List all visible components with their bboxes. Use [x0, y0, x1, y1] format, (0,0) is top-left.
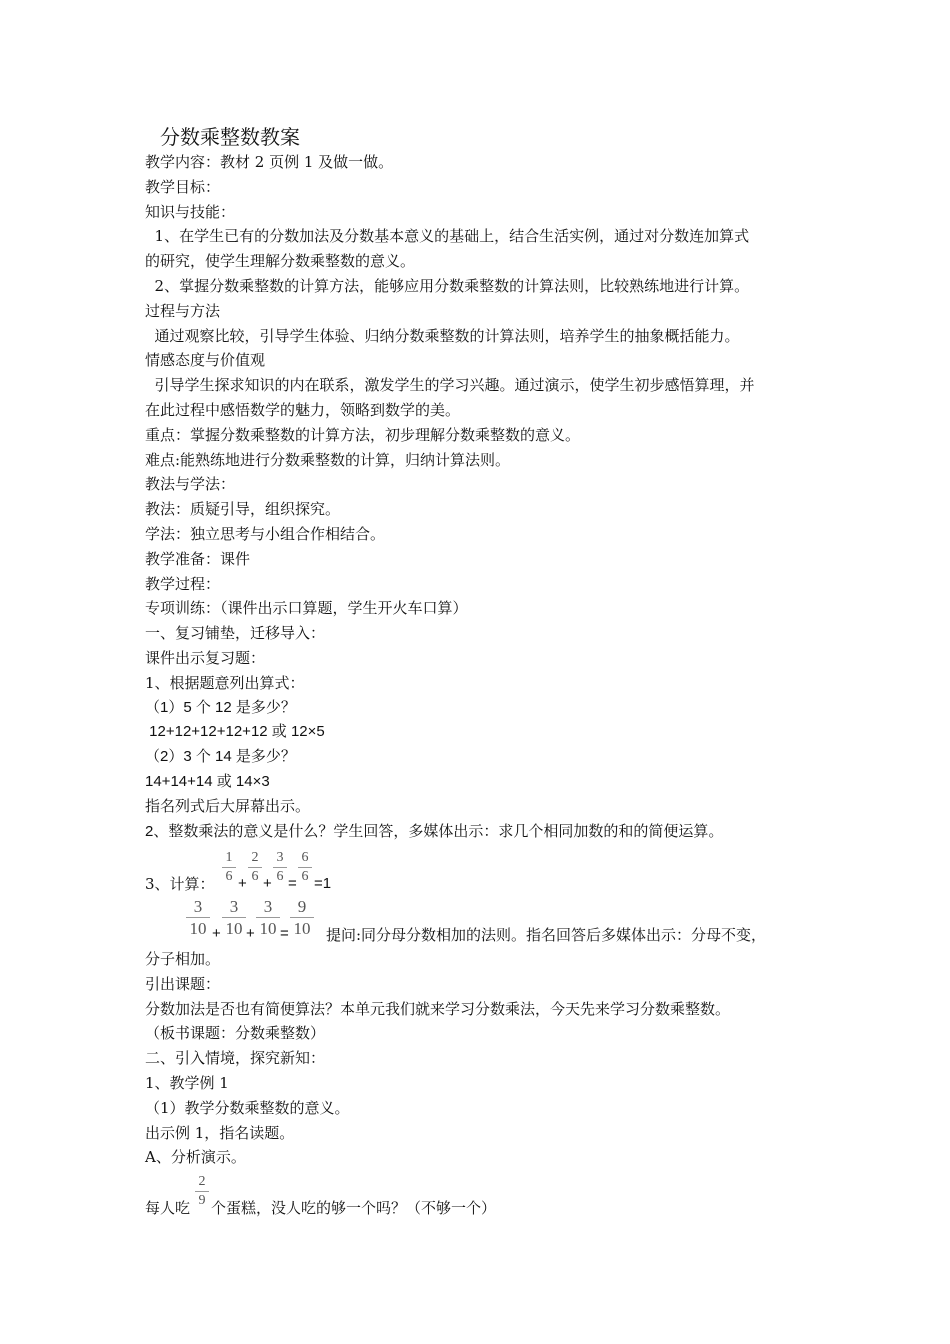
- text-line: 12+12+12+12+12 或 12×5: [145, 723, 325, 741]
- text-line: 出示例 1，指名读题。: [145, 1123, 295, 1142]
- sentence-prefix: 每人吃: [145, 1199, 191, 1217]
- text-line: 引出课题：: [145, 974, 221, 993]
- plus-operator: +: [263, 875, 272, 892]
- fraction: 3 10: [222, 897, 246, 938]
- text-line: 情感态度与价值观: [145, 351, 266, 370]
- sentence-suffix: 个蛋糕，没人吃的够一个吗？（不够一个）: [211, 1199, 497, 1217]
- fraction: 6 6: [298, 850, 312, 885]
- text-line: （板书课题：分数乘整数）: [145, 1024, 326, 1043]
- text-line: 一、复习铺垫，迁移导入：: [145, 624, 326, 643]
- text-line: 学法：独立思考与小组合作相结合。: [145, 525, 386, 543]
- text-line: 教法与学法：: [145, 475, 236, 494]
- text-line: 通过观察比较，引导学生体验、归纳分数乘整数的计算法则，培养学生的抽象概括能力。: [145, 326, 740, 345]
- fraction: 3 10: [256, 897, 280, 938]
- text-line: （1）教学分数乘整数的意义。: [145, 1098, 350, 1117]
- plus-operator: +: [246, 925, 255, 942]
- fraction: 2 9: [195, 1174, 209, 1209]
- fraction: 9 10: [290, 897, 314, 938]
- text-line: 难点:能熟练地进行分数乘整数的计算，归纳计算法则。: [145, 450, 511, 469]
- equals-operator: =: [288, 875, 297, 892]
- text-line: 教法：质疑引导，组织探究。: [145, 500, 341, 519]
- text-line: （1）5 个 12 是多少？: [145, 698, 296, 716]
- result: =1: [314, 875, 332, 892]
- calc-label: 3、计算：: [145, 875, 215, 893]
- document-title: 分数乘整数教案: [160, 125, 300, 149]
- text-line: 二、引入情境，探究新知：: [145, 1049, 326, 1068]
- text-line: 的研究，使学生理解分数乘整数的意义。: [145, 252, 416, 271]
- text-line: 分数加法是否也有简便算法？本单元我们就来学习分数乘法，今天先来学习分数乘整数。: [145, 999, 731, 1018]
- equals-operator: =: [280, 925, 289, 942]
- text-line: 教学过程：: [145, 574, 221, 593]
- text-line: 引导学生探求知识的内在联系，激发学生的学习兴趣。通过演示，使学生初步感悟算理，并: [145, 376, 755, 395]
- text-line: 课件出示复习题：: [145, 649, 266, 667]
- text-line: （2）3 个 14 是多少？: [145, 748, 296, 766]
- text-line: 2、掌握分数乘整数的计算方法，能够应用分数乘整数的计算法则，比较熟练地进行计算。: [145, 277, 750, 295]
- fraction: 3 10: [186, 897, 210, 938]
- text-line: 教学目标：: [145, 177, 221, 196]
- text-line: 知识与技能：: [145, 202, 236, 221]
- text-line: 教学准备：课件: [145, 549, 251, 568]
- plus-operator: +: [212, 925, 221, 942]
- fraction: 1 6: [222, 850, 236, 885]
- text-line: 重点：掌握分数乘整数的计算方法，初步理解分数乘整数的意义。: [145, 425, 581, 444]
- text-line: 指名列式后大屏幕出示。: [145, 797, 311, 815]
- fraction: 2 6: [248, 850, 262, 885]
- text-line: 教学内容：教材 2 页例 1 及做一做。: [145, 153, 394, 171]
- text-line: 14+14+14 或 14×3: [145, 773, 270, 790]
- text-line: 1、根据题意列出算式：: [145, 673, 305, 692]
- plus-operator: +: [238, 875, 247, 892]
- text-line: 1、在学生已有的分数加法及分数基本意义的基础上，结合生活实例，通过对分数连加算式: [145, 227, 750, 246]
- text-line: 分子相加。: [145, 950, 221, 968]
- text-line: 过程与方法: [145, 301, 221, 320]
- text-line: A、分析演示。: [145, 1148, 246, 1167]
- calc-question: 提问:同分母分数相加的法则。指名回答后多媒体出示：分母不变，: [326, 926, 767, 944]
- text-line: 在此过程中感悟数学的魅力，领略到数学的美。: [145, 401, 461, 419]
- text-line: 2、整数乘法的意义是什么？学生回答，多媒体出示：求几个相同加数的和的简便运算。: [145, 822, 724, 840]
- text-line: 专项训练：（课件出示口算题，学生开火车口算）: [145, 599, 468, 618]
- fraction: 3 6: [273, 850, 287, 885]
- text-line: 1、教学例 1: [145, 1074, 229, 1092]
